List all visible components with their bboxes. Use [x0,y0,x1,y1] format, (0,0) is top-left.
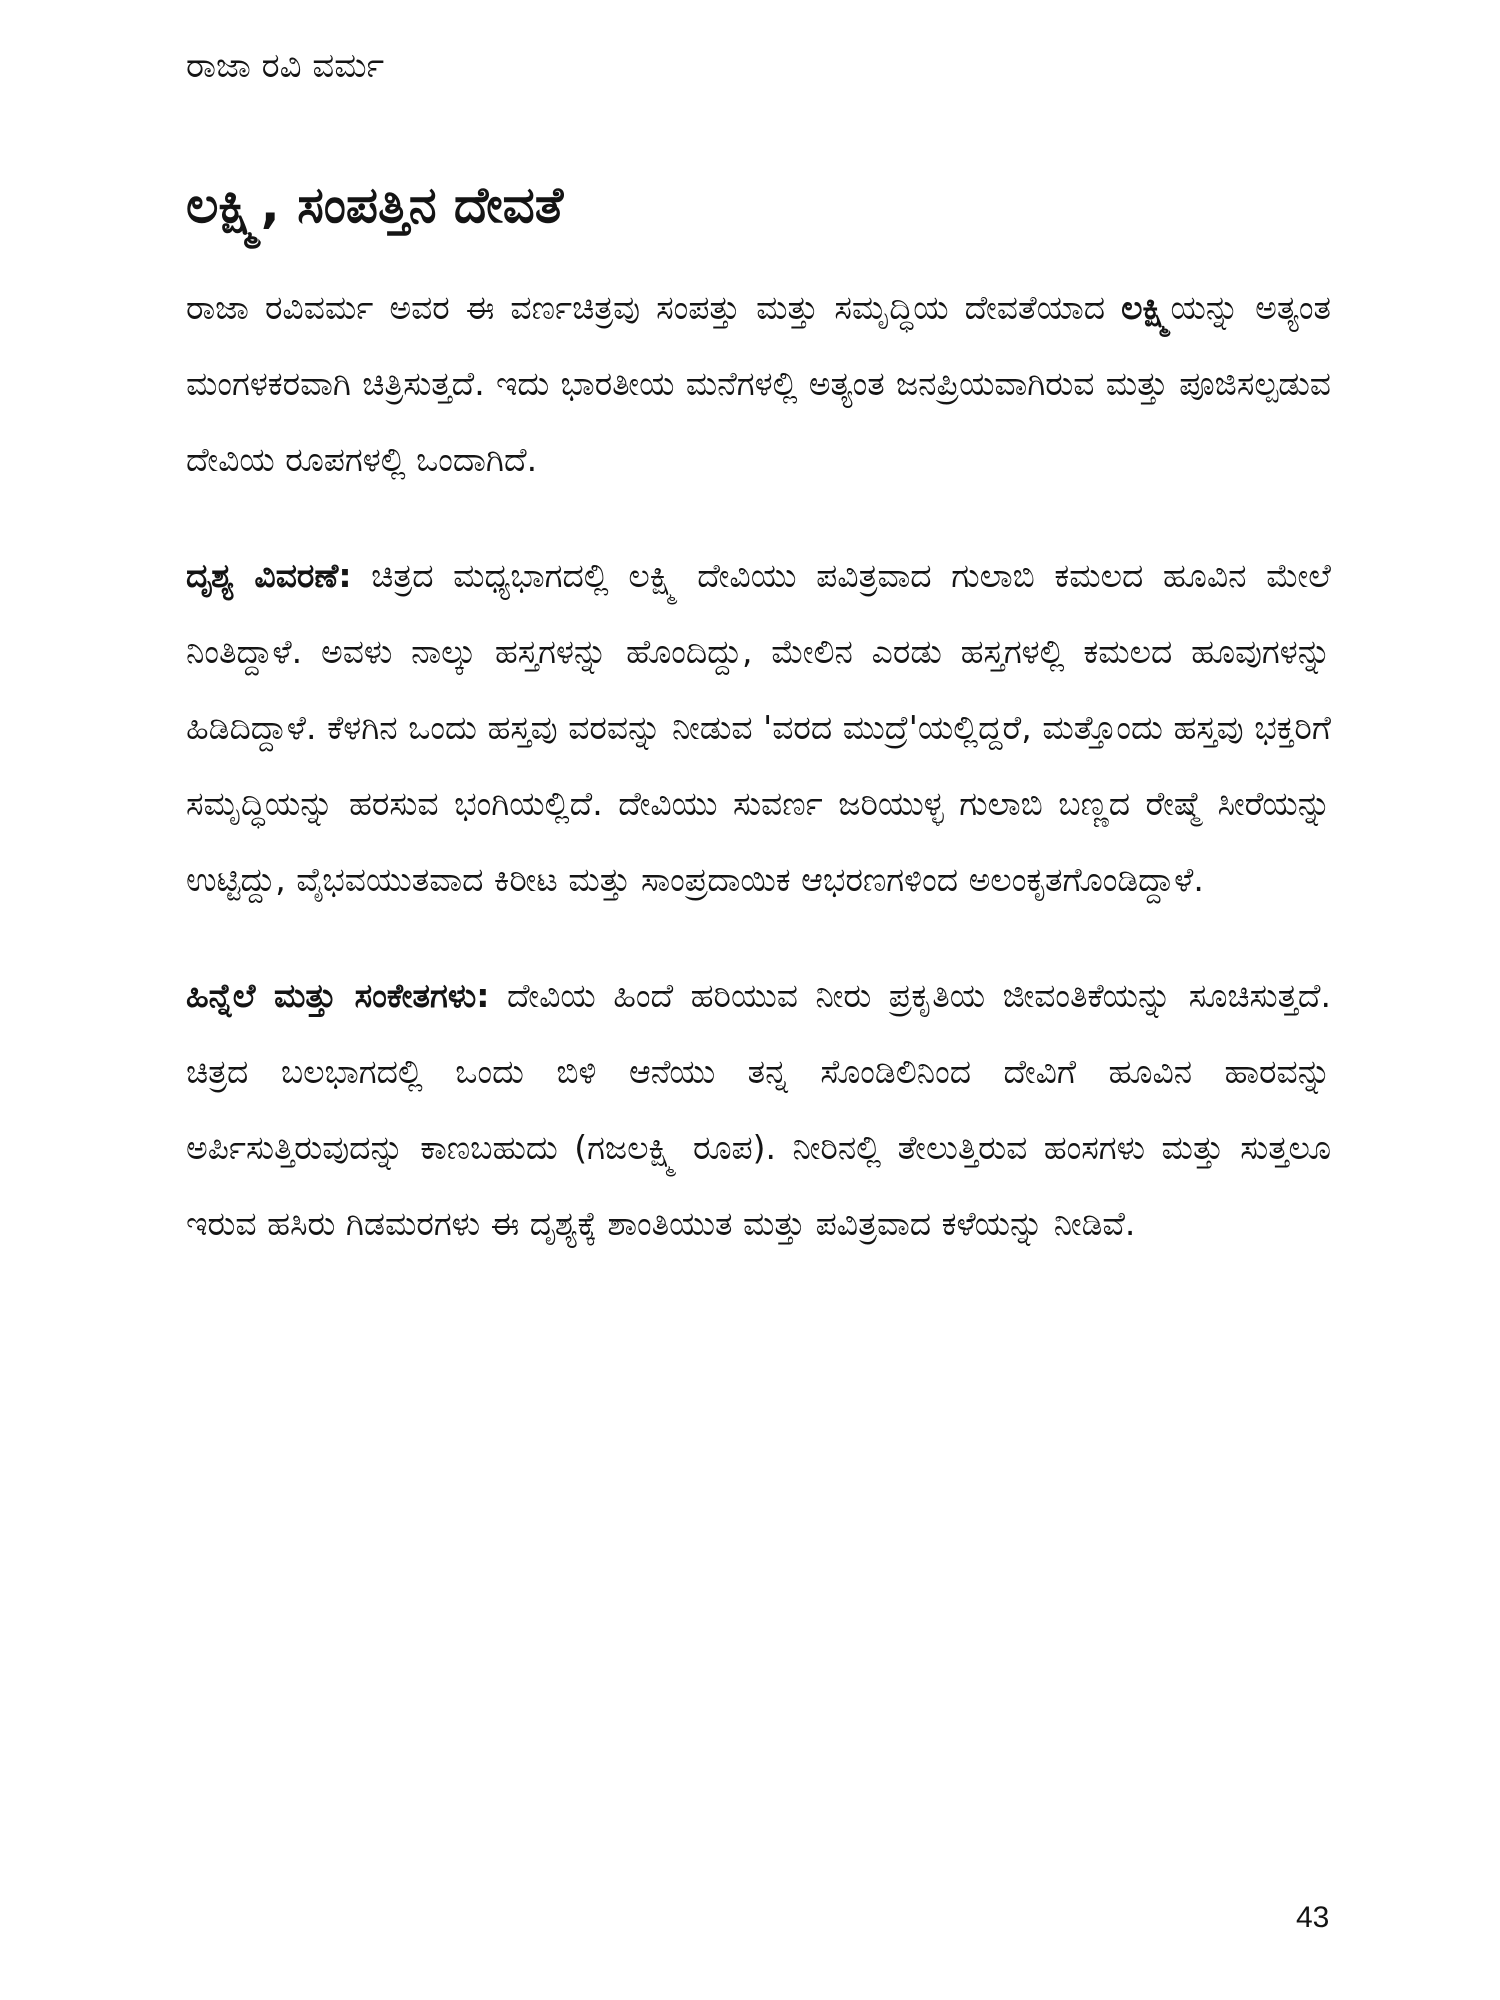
page-title: ಲಕ್ಷ್ಮಿ, ಸಂಪತ್ತಿನ ದೇವತೆ [186,176,564,234]
intro-text-start: ರಾಜಾ ರವಿವರ್ಮ ಅವರ ಈ ವರ್ಣಚಿತ್ರವು ಸಂಪತ್ತು ಮತ್ತು ಸಮೃದ್ಧಿಯ ದೇವತೆಯಾದ [186,288,1122,327]
visual-description-label: ದೃಶ್ಯ ವಿವರಣೆ: [186,556,352,595]
background-symbols-label: ಹಿನ್ನೆಲೆ ಮತ್ತು ಸಂಕೇತಗಳು: [186,976,490,1015]
background-symbols-paragraph [186,958,1331,1262]
visual-description-paragraph [186,538,1331,918]
page-number: 43 [1296,1901,1330,1934]
intro-paragraph [186,270,1331,498]
background-symbols-text: ದೇವಿಯ ಹಿಂದೆ ಹರಿಯುವ ನೀರು ಪ್ರಕೃತಿಯ ಜೀವಂತಿಕೆಯನ್ನು ಸೂಚಿಸುತ್ತದೆ. ಚಿತ್ರದ ಬಲಭಾಗದಲ್ಲಿ ಒಂದು ಬಿಳಿ ಆನೆಯು ತನ್ನ ಸೊಂಡಿಲಿನಿಂದ ದೇವಿಗೆ ಹೂವಿನ ಹಾರವನ್ನು ಅರ್ಪಿಸುತ್ತಿರುವುದನ್ನು ಕಾಣಬಹುದು (ಗಜಲಕ್ಷ್ಮಿ ರೂಪ). ನೀರಿನಲ್ಲಿ ತೇಲುತ್ತಿರುವ ಹಂಸಗಳು ಮತ್ತು ಸುತ್ತಲೂ ಇರುವ ಹಸಿರು ಗಿಡಮರಗಳು ಈ ದೃಶ್ಯಕ್ಕೆ ಶಾಂತಿಯುತ ಮತ್ತು ಪವಿತ್ರವಾದ ಕಳೆಯನ್ನು ನೀಡಿವೆ. [186,976,1331,1243]
article-body [186,270,1331,1302]
intro-bold-term: ಲಕ್ಷ್ಮಿ [1121,288,1171,327]
visual-description-text: ಚಿತ್ರದ ಮಧ್ಯಭಾಗದಲ್ಲಿ ಲಕ್ಷ್ಮಿ ದೇವಿಯು ಪವಿತ್ರವಾದ ಗುಲಾಬಿ ಕಮಲದ ಹೂವಿನ ಮೇಲೆ ನಿಂತಿದ್ದಾಳೆ. ಅವಳು ನಾಲ್ಕು ಹಸ್ತಗಳನ್ನು ಹೊಂದಿದ್ದು, ಮೇಲಿನ ಎರಡು ಹಸ್ತಗಳಲ್ಲಿ ಕಮಲದ ಹೂವುಗಳನ್ನು ಹಿಡಿದಿದ್ದಾಳೆ. ಕೆಳಗಿನ ಒಂದು ಹಸ್ತವು ವರವನ್ನು ನೀಡುವ 'ವರದ ಮುದ್ರೆ'ಯಲ್ಲಿದ್ದರೆ, ಮತ್ತೊಂದು ಹಸ್ತವು ಭಕ್ತರಿಗೆ ಸಮೃದ್ಧಿಯನ್ನು ಹರಸುವ ಭಂಗಿಯಲ್ಲಿದೆ. ದೇವಿಯು ಸುವರ್ಣ ಜರಿಯುಳ್ಳ ಗುಲಾಬಿ ಬಣ್ಣದ ರೇಷ್ಮೆ ಸೀರೆಯನ್ನು ಉಟ್ಟಿದ್ದು, ವೈಭವಯುತವಾದ ಕಿರೀಟ ಮತ್ತು ಸಾಂಪ್ರದಾಯಿಕ ಆಭರಣಗಳಿಂದ ಅಲಂಕೃತಗೊಂಡಿದ್ದಾಳೆ. [186,556,1331,899]
running-header: ರಾಜಾ ರವಿ ವರ್ಮ [186,46,385,86]
intro-text-end: ಯನ್ನು ಅತ್ಯಂತ ಮಂಗಳಕರವಾಗಿ ಚಿತ್ರಿಸುತ್ತದೆ. ಇದು ಭಾರತೀಯ ಮನೆಗಳಲ್ಲಿ ಅತ್ಯಂತ ಜನಪ್ರಿಯವಾಗಿರುವ ಮತ್ತು ಪೂಜಿಸಲ್ಪಡುವ ದೇವಿಯ ರೂಪಗಳಲ್ಲಿ ಒಂದಾಗಿದೆ. [186,288,1331,479]
